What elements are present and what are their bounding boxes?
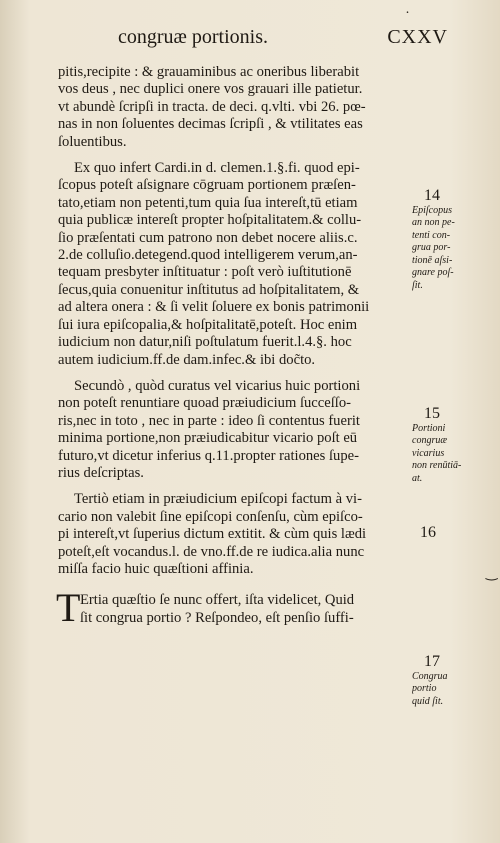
- margin-note-line: Portioni: [412, 422, 446, 434]
- drop-cap: T: [56, 585, 81, 631]
- text-line: ſio præſentati cum patrono non debet nocere aliis.c.: [58, 229, 358, 246]
- margin-note-line: grua por-: [412, 242, 451, 253]
- text-line: iudicium non datur,niſi poſtulatum fuerit.l.4.§. hoc: [58, 334, 352, 351]
- margin-note-line: an non pe-: [412, 217, 455, 228]
- paragraph-3: [58, 378, 410, 482]
- text-line: ſui iura epiſcopalia,& hoſpitalitatē,poteſt. Hoc enim: [58, 316, 358, 333]
- text-line: ſit congrua portio ? Reſpondeo, eſt penſio ſuffi-: [80, 609, 354, 626]
- text-line: vos deus , nec duplici onere vos grauari ille patietur.: [58, 81, 363, 98]
- text-line: Ertia quæſtio ſe nunc offert, iſta videlicet, Quid: [80, 592, 355, 609]
- text-line: Ex quo infert Cardi.in d. clemen.1.§.fi. quod epi-: [74, 160, 360, 177]
- paragraph-1: [58, 64, 410, 151]
- text-line: ſoluentibus.: [58, 133, 127, 150]
- main-text-block: [58, 64, 410, 636]
- margin-note-number: 17: [424, 653, 440, 670]
- text-line: Secundò , quòd curatus vel vicarius huic portioni: [74, 377, 361, 394]
- text-line: non poteſt renuntiare quoad præiudicium ſucceſſo-: [58, 395, 352, 412]
- margin-note-line: congruæ: [412, 435, 447, 446]
- text-line: pi intereſt,vt ſuperius dictum extitit. & cùm quis lædi: [58, 526, 367, 543]
- margin-note-line: at.: [412, 472, 423, 484]
- margin-note-line: quid ſit.: [412, 695, 444, 707]
- margin-note-line: gnare poſ-: [412, 267, 454, 278]
- text-line: pitis,recipite : & grauaminibus ac oneribus liberabit: [58, 64, 360, 80]
- text-line: ſcopus poteſt aſsignare cōgruam portionem præſen-: [58, 177, 356, 194]
- ink-mark-icon: ˙: [404, 10, 411, 26]
- text-line: minima portione,non præiudicabitur vicario poſt eū: [58, 430, 358, 447]
- paragraph-4: [58, 491, 410, 578]
- paragraph-5: [56, 585, 410, 631]
- text-line: nas in non ſoluentes decimas ſcripſi , & vtilitates eas: [58, 116, 363, 133]
- text-line: ad altera onera : & ſi velit ſoluere ex bonis patrimonii: [58, 299, 370, 316]
- margin-note-line: non renūtiā-: [412, 460, 462, 471]
- ink-mark-icon: ‿: [486, 565, 498, 581]
- margin-note-line: vicarius: [412, 447, 445, 459]
- margin-note-16: [408, 524, 494, 542]
- text-line: rius deſcriptas.: [58, 464, 144, 481]
- margin-note-line: tionē aſsi-: [412, 254, 453, 266]
- text-line: ſecus,quia conuenitur inſtitutus ad hoſpitalitatem, &: [58, 281, 360, 298]
- margin-note-number: 15: [424, 405, 440, 422]
- folio-number: CXXV: [387, 26, 448, 48]
- text-line: Tertiò etiam in præiudicium epiſcopi factum à vi-: [74, 491, 362, 508]
- text-line: cario non valebit ſine epiſcopi conſenſu, cùm epiſco-: [58, 508, 363, 525]
- margin-note-number: 14: [424, 187, 440, 204]
- margin-note-number: 16: [420, 524, 436, 541]
- text-line: quia publicæ intereſt propter hoſpitalitatem.& collu-: [58, 212, 362, 229]
- paragraph-2: [58, 160, 410, 369]
- text-line: vt abundè ſcripſi in tracta. de deci. q.vlti. vbi 26. pœ-: [58, 98, 366, 115]
- text-line: ris,nec in toto , nec in parte : ideo ſi contentus fuerit: [58, 412, 360, 429]
- margin-note-line: ſit.: [412, 279, 423, 291]
- text-line: poteſt,eſt vocandus.l. de vno.ff.de re iudica.alia nunc: [58, 543, 365, 560]
- margin-note-line: portio: [412, 683, 437, 694]
- margin-note-line: tenti con-: [412, 229, 451, 241]
- text-line: tato,etiam non petenti,tum quia ſua intereſt,tū etiam: [58, 194, 358, 211]
- margin-note-15: [412, 405, 498, 485]
- text-line: autem iudicium.ff.de dam.infec.& ibi doc̃to.: [58, 351, 316, 368]
- text-line: futuro,vt dicetur inferius q.11.propter rationes ſupe-: [58, 447, 359, 464]
- margin-note-line: Epiſcopus: [412, 204, 452, 216]
- margin-note-14: [412, 187, 498, 292]
- text-line: miſſa facio huic quæſtioni affinia.: [58, 560, 254, 577]
- text-line: tequam presbyter inſtituatur : poſt verò iuſtitutionē: [58, 264, 352, 281]
- running-title: congruæ portionis.: [118, 26, 268, 48]
- text-line: 2.de colluſio.detegend.quod intelligerem verum,an-: [58, 247, 358, 264]
- margin-note-line: Congrua: [412, 670, 448, 682]
- margin-note-17: [412, 653, 498, 708]
